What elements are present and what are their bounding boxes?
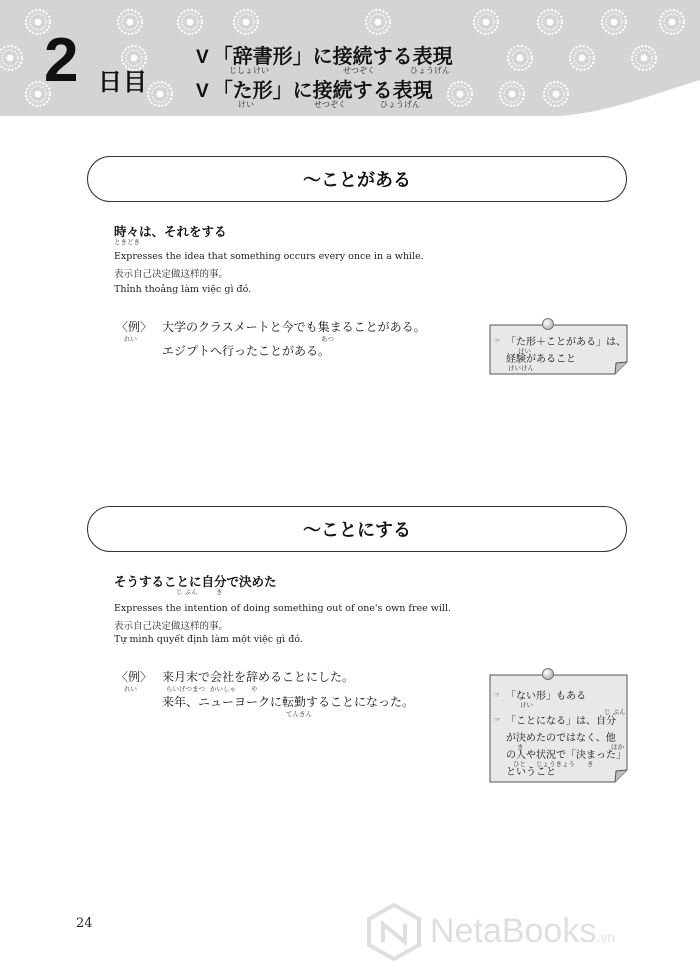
note-line: 「ない形」もある bbox=[506, 691, 586, 702]
furigana: けい bbox=[238, 100, 254, 109]
furigana: れい bbox=[124, 335, 137, 343]
flower-ornament bbox=[660, 10, 684, 34]
flower-ornament bbox=[544, 82, 568, 106]
page-header bbox=[0, 0, 700, 116]
verb-mark: V bbox=[196, 47, 209, 68]
furigana: じ ぶん bbox=[176, 588, 198, 596]
english-translation: Expresses the idea that something occurs every once in a while. bbox=[114, 251, 424, 262]
section-heading-kotogaaru: 〜ことがある bbox=[87, 156, 627, 202]
flower-ornament bbox=[178, 10, 202, 34]
pointing-hand-icon: ☞ bbox=[494, 691, 501, 699]
flower-ornament bbox=[500, 82, 524, 106]
headword: 時々は、それをする bbox=[114, 224, 227, 239]
furigana: かいしゃ bbox=[210, 685, 236, 693]
flower-ornament bbox=[448, 82, 472, 106]
flower-ornament bbox=[234, 10, 258, 34]
flower-ornament bbox=[602, 10, 626, 34]
page-number: 24 bbox=[76, 916, 93, 931]
note-line: が決めたのではなく、他 bbox=[506, 733, 616, 744]
furigana: ひと bbox=[513, 760, 526, 768]
note-line: ということ bbox=[506, 767, 556, 778]
pointing-hand-icon: ☞ bbox=[494, 337, 501, 345]
example-sentence: 大学のクラスメートと今でも集まることがある。 bbox=[162, 320, 426, 334]
furigana: れい bbox=[124, 685, 137, 693]
netabooks-logo-icon bbox=[364, 902, 424, 962]
day-number: 2 bbox=[44, 26, 79, 95]
flower-ornament bbox=[632, 46, 656, 70]
flower-ornament bbox=[148, 82, 172, 106]
furigana: き bbox=[216, 588, 223, 596]
flower-ornament bbox=[474, 10, 498, 34]
example-sentence: 来年、ニューヨークに転勤することになった。 bbox=[162, 695, 415, 709]
watermark-brand: NetaBooks bbox=[430, 912, 597, 950]
furigana: ほか bbox=[611, 743, 624, 751]
furigana: てんきん bbox=[286, 710, 312, 718]
furigana: せつぞく bbox=[314, 100, 346, 109]
english-translation: Expresses the intention of doing something out of one's own free will. bbox=[114, 603, 452, 614]
example-tag: 〈例〉 bbox=[116, 670, 153, 684]
furigana: や bbox=[251, 685, 258, 693]
furigana: ひょうげん bbox=[410, 66, 450, 75]
chapter-title-1-text: 「辞書形」に接続する表現 bbox=[212, 44, 453, 68]
chinese-translation: 表示自己决定做这样的事。 bbox=[114, 621, 229, 632]
furigana: らいげつまつ bbox=[166, 685, 205, 693]
furigana: けい bbox=[518, 347, 531, 355]
note-line: 「た形＋ことがある」は、 bbox=[506, 337, 626, 348]
note-line: 経験があること bbox=[506, 354, 576, 365]
note-line: 「ことになる」は、自分 bbox=[506, 716, 616, 727]
furigana: じしょけい bbox=[229, 66, 269, 75]
furigana: じょうきょう bbox=[536, 760, 575, 768]
vietnamese-translation: Thỉnh thoảng làm việc gì đó. bbox=[114, 284, 252, 295]
day-label: 日目 bbox=[98, 68, 148, 96]
example-sentence: エジプトへ行ったことがある。 bbox=[162, 344, 331, 358]
chapter-title-2-text: 「た形」に接続する表現 bbox=[212, 78, 433, 102]
flower-ornament bbox=[508, 46, 532, 70]
pin-icon bbox=[542, 668, 554, 680]
section-heading-kotonisuru: 〜ことにする bbox=[87, 506, 627, 552]
furigana: き bbox=[517, 743, 524, 751]
furigana: あつ bbox=[321, 335, 334, 343]
furigana: けいけん bbox=[508, 364, 534, 372]
chinese-translation: 表示自己决定做这样的事。 bbox=[114, 269, 229, 280]
furigana: じ ぶん bbox=[604, 708, 626, 716]
note-card bbox=[489, 668, 629, 784]
watermark-text bbox=[430, 912, 615, 951]
example-sentence: 来月末で会社を辞めることにした。 bbox=[162, 670, 355, 684]
vietnamese-translation: Tự mình quyết định làm một việc gì đó. bbox=[114, 634, 303, 645]
example-tag: 〈例〉 bbox=[116, 320, 153, 334]
furigana: けい bbox=[520, 701, 533, 709]
flower-ornament bbox=[570, 46, 594, 70]
furigana: ときどき bbox=[114, 238, 140, 246]
note-line: の人や状況で「決まった」 bbox=[506, 750, 626, 761]
verb-mark: V bbox=[196, 81, 209, 102]
pin-icon bbox=[542, 318, 554, 330]
furigana: き bbox=[587, 760, 594, 768]
pointing-hand-icon: ☞ bbox=[494, 716, 501, 724]
flower-ornament bbox=[366, 10, 390, 34]
headword: そうすることに自分で決めた bbox=[114, 574, 277, 589]
furigana: ひょうげん bbox=[380, 100, 420, 109]
furigana: せつぞく bbox=[343, 66, 375, 75]
flower-ornament bbox=[118, 10, 142, 34]
watermark-suffix: .vn bbox=[596, 929, 616, 945]
note-card bbox=[489, 318, 629, 376]
flower-ornament bbox=[538, 10, 562, 34]
